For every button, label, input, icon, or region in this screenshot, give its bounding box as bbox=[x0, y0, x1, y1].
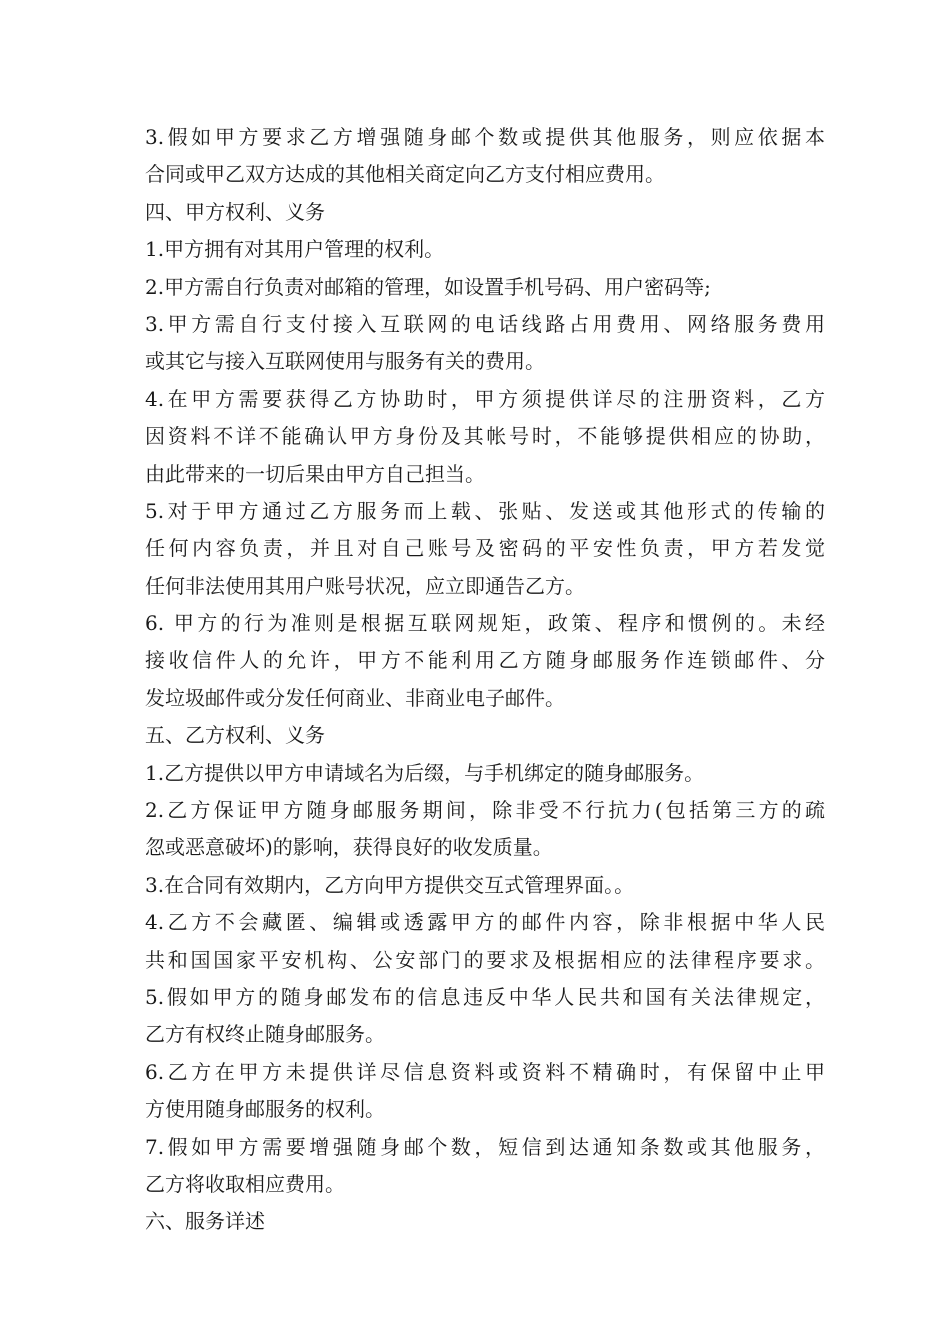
text-line: 乙方有权终止随身邮服务。 bbox=[145, 1022, 385, 1047]
text-line: 乙方将收取相应费用。 bbox=[145, 1171, 345, 1196]
document-body bbox=[145, 119, 825, 1241]
text-line: 忽或恶意破坏)的影响，获得良好的收发质量。 bbox=[145, 835, 553, 860]
text-line: 合同或甲乙双方达成的其他相关商定向乙方支付相应费用。 bbox=[145, 162, 665, 187]
text-line: 6.乙方在甲方未提供详尽信息资料或资料不精确时，有保留中止甲 bbox=[145, 1059, 825, 1084]
text-line: 3.在合同有效期内，乙方向甲方提供交互式管理界面。。 bbox=[145, 872, 635, 897]
document-page bbox=[145, 119, 825, 1241]
text-line: 因资料不详不能确认甲方身份及其帐号时，不能够提供相应的协助， bbox=[145, 424, 825, 449]
text-line: 1.甲方拥有对其用户管理的权利。 bbox=[145, 237, 445, 262]
text-line: 2.甲方需自行负责对邮箱的管理，如设置手机号码、用户密码等; bbox=[145, 274, 711, 299]
text-line: 共和国国家平安机构、公安部门的要求及根据相应的法律程序要求。 bbox=[145, 947, 825, 972]
text-line: 6. 甲方的行为准则是根据互联网规矩，政策、程序和惯例的。未经 bbox=[145, 611, 825, 636]
text-line: 3.甲方需自行支付接入互联网的电话线路占用费用、网络服务费用 bbox=[145, 311, 825, 336]
text-line: 接收信件人的允许，甲方不能利用乙方随身邮服务作连锁邮件、分 bbox=[145, 648, 825, 673]
text-line: 方使用随身邮服务的权利。 bbox=[145, 1097, 385, 1122]
text-line: 六、服务详述 bbox=[145, 1209, 265, 1234]
text-line: 任何内容负责，并且对自己账号及密码的平安性负责，甲方若发觉 bbox=[145, 536, 825, 561]
text-line: 四、甲方权利、义务 bbox=[145, 199, 325, 224]
text-line: 5.假如甲方的随身邮发布的信息违反中华人民共和国有关法律规定， bbox=[145, 984, 825, 1009]
text-line: 4.在甲方需要获得乙方协助时，甲方须提供详尽的注册资料，乙方 bbox=[145, 386, 825, 411]
text-line: 发垃圾邮件或分发任何商业、非商业电子邮件。 bbox=[145, 685, 565, 710]
text-line: 3.假如甲方要求乙方增强随身邮个数或提供其他服务，则应依据本 bbox=[145, 125, 825, 149]
text-line: 2.乙方保证甲方随身邮服务期间，除非受不行抗力(包括第三方的疏 bbox=[145, 798, 825, 823]
text-line: 7.假如甲方需要增强随身邮个数，短信到达通知条数或其他服务， bbox=[145, 1134, 825, 1159]
text-line: 五、乙方权利、义务 bbox=[145, 723, 325, 748]
text-line: 由此带来的一切后果由甲方自己担当。 bbox=[145, 461, 485, 486]
text-line: 4.乙方不会藏匿、编辑或透露甲方的邮件内容，除非根据中华人民 bbox=[145, 910, 825, 935]
text-line: 1.乙方提供以甲方申请域名为后缀，与手机绑定的随身邮服务。 bbox=[145, 760, 705, 785]
text-line: 或其它与接入互联网使用与服务有关的费用。 bbox=[145, 349, 545, 374]
text-line: 5.对于甲方通过乙方服务而上载、张贴、发送或其他形式的传输的 bbox=[145, 498, 825, 523]
text-line: 任何非法使用其用户账号状况，应立即通告乙方。 bbox=[145, 573, 585, 598]
